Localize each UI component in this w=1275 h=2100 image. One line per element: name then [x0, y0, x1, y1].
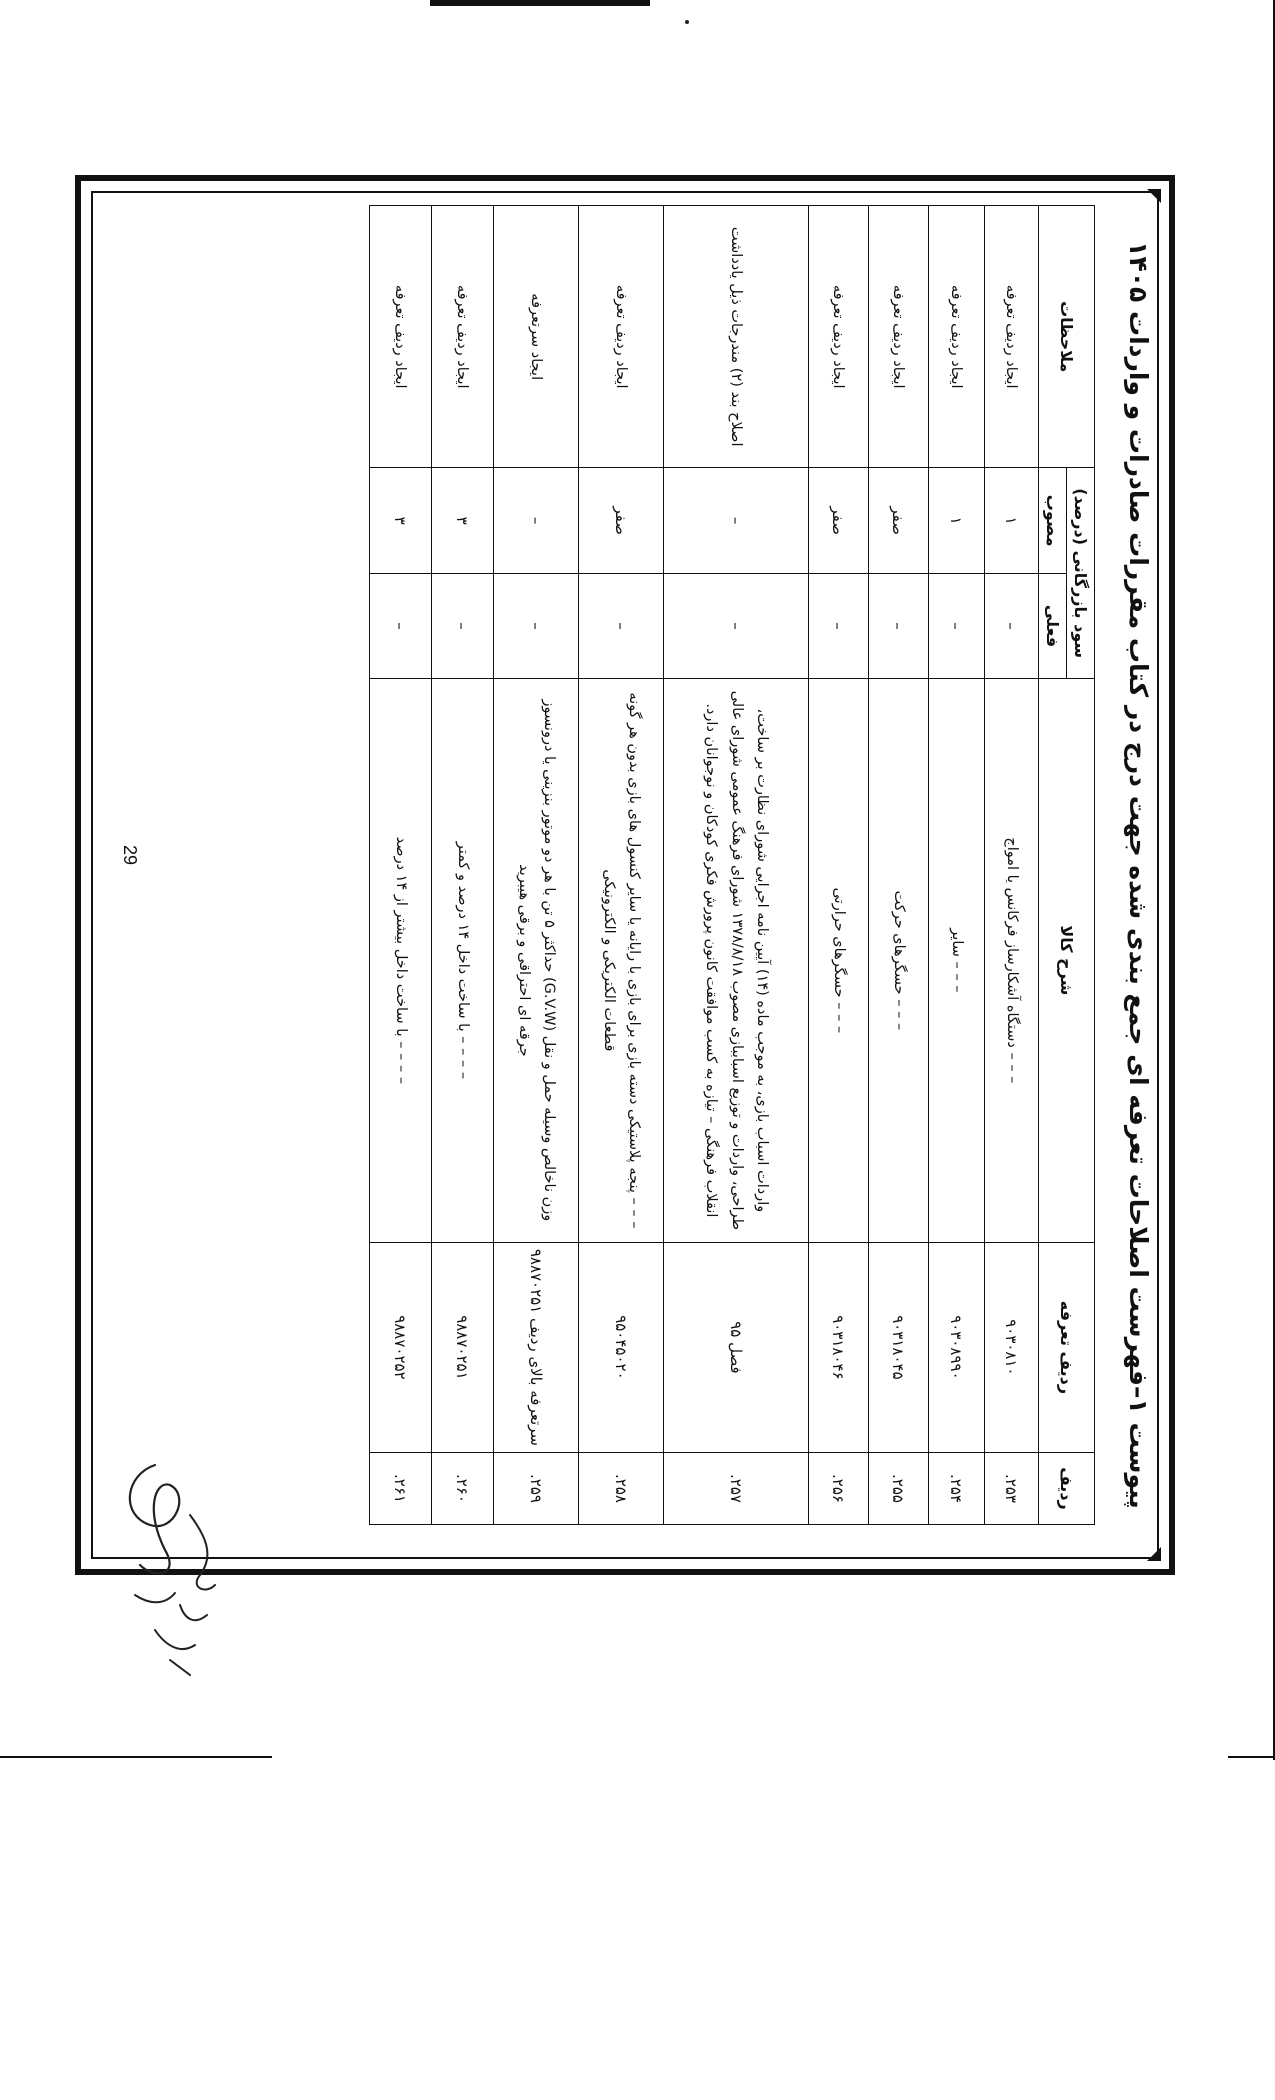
- cell-rate-approved: صفر: [579, 468, 664, 574]
- cell-rate-approved: صفر: [809, 468, 869, 574]
- cell-rate-approved: –: [664, 468, 809, 574]
- table-row: [432, 206, 494, 1525]
- cell-row-number: ۲۵۴.: [929, 1453, 985, 1525]
- cell-description: – – – حسگرهای حرکت: [869, 678, 929, 1242]
- cell-description: – – – – با ساخت داخل بیشتر از ۱۴ درصد: [370, 678, 432, 1242]
- tariff-table: [369, 205, 1095, 1525]
- page-edge-line: [0, 1756, 272, 1758]
- table-row: [664, 206, 809, 1525]
- cell-description: واردات اسباب بازی، به موجب ماده (۱۴) آیین نامه اجرایی شورای نظارت بر ساخت، طراحی، واردات و توزیع اسباببازی مصوب ۱۳۷۸/۸/۱۸ شورای فرهنگ عمومی شورای عالی انقلاب فرهنگی – تیازه به کسب موافقت کانون پرورش فکری کودکان و نوجوانان دارد.: [664, 678, 809, 1242]
- cell-row-number: ۲۵۶.: [809, 1453, 869, 1525]
- cell-tariff-code: ۹۰۳۱۸۰۴۵: [869, 1242, 929, 1452]
- cell-rate-current: –: [929, 573, 985, 678]
- cell-tariff-code: ۹۸۸۷۰۲۵۱: [432, 1242, 494, 1452]
- cell-rate-approved: ۱: [985, 468, 1039, 574]
- table-row: [869, 206, 929, 1525]
- cell-tariff-code: ۹۰۳۰۸۱۰: [985, 1242, 1039, 1452]
- table-header-row: [1067, 206, 1095, 1525]
- cell-rate-current: –: [809, 573, 869, 678]
- corner-ornament: [1147, 189, 1161, 203]
- cell-tariff-code: ۹۰۳۰۸۹۹۰: [929, 1242, 985, 1452]
- cell-rate-current: –: [579, 573, 664, 678]
- cell-description: – – – پنجه پلاستیکی دسته بازی برای بازی با رایانه یا سایر کنسول های بازی بدون هر گونه قطعات الکتریکی و الکترونیکی: [579, 678, 664, 1242]
- cell-row-number: ۲۵۸.: [579, 1453, 664, 1525]
- header-tariff-code: ردیف تعرفه: [1039, 1242, 1095, 1452]
- table-row: [579, 206, 664, 1525]
- table-row: [929, 206, 985, 1525]
- header-rate-approved: مصوب: [1039, 468, 1067, 574]
- scan-speck: [685, 20, 689, 24]
- cell-rate-approved: ۱: [929, 468, 985, 574]
- cell-rate-current: –: [494, 573, 579, 678]
- cell-tariff-code: فصل ۹۵: [664, 1242, 809, 1452]
- cell-tariff-code: ۹۵۰۴۵۰۲۰: [579, 1242, 664, 1452]
- cell-description: – – – حسگرهای حرارتی: [809, 678, 869, 1242]
- cell-row-number: ۲۵۷.: [664, 1453, 809, 1525]
- cell-notes: ایجاد سرتعرفه: [494, 206, 579, 468]
- header-rate-group: سود بازرگانی (درصد): [1067, 468, 1095, 679]
- table-row: [494, 206, 579, 1525]
- cell-rate-current: –: [985, 573, 1039, 678]
- cell-rate-current: –: [370, 573, 432, 678]
- cell-notes: ایجاد ردیف تعرفه: [432, 206, 494, 468]
- corner-ornament: [1147, 1547, 1161, 1561]
- cell-rate-current: –: [869, 573, 929, 678]
- table-row: [809, 206, 869, 1525]
- cell-row-number: ۲۵۵.: [869, 1453, 929, 1525]
- cell-row-number: ۲۶۱.: [370, 1453, 432, 1525]
- cell-row-number: ۲۶۰.: [432, 1453, 494, 1525]
- cell-tariff-code: سرتعرفه بالای ردیف ۹۸۸۷۰۲۵۱: [494, 1242, 579, 1452]
- scan-edge-mark: [430, 0, 650, 6]
- cell-row-number: ۲۵۳.: [985, 1453, 1039, 1525]
- cell-row-number: ۲۵۹.: [494, 1453, 579, 1525]
- document-title: پیوست ۱–فهرست اصلاحات تعرفه ای جمع بندی شده جهت درج در کتاب مقررات صادرات و واردات ۱۴۰۵: [1124, 241, 1153, 1509]
- cell-notes: ایجاد ردیف تعرفه: [985, 206, 1039, 468]
- cell-notes: ایجاد ردیف تعرفه: [929, 206, 985, 468]
- cell-description: وزن ناخالص وسیله حمل و نقل (G.V.W) حداکثر ۵ تن با هر دو موتور بنزینی یا درونسوز جرقه ای احتراقی و برقی هیبرید: [494, 678, 579, 1242]
- rotated-content: [75, 175, 1175, 1575]
- cell-rate-current: –: [664, 573, 809, 678]
- header-description: شرح کالا: [1039, 678, 1095, 1242]
- cell-rate-approved: ۳: [370, 468, 432, 574]
- cell-description: – – – سایر: [929, 678, 985, 1242]
- cell-notes: اصلاح بند (۲) مندرجات ذیل یادداشت: [664, 206, 809, 468]
- cell-description: – – – – با ساخت داخل ۱۴ درصد و کمتر: [432, 678, 494, 1242]
- header-rate-current: فعلی: [1039, 573, 1067, 678]
- cell-rate-approved: –: [494, 468, 579, 574]
- handwritten-signature: [95, 1455, 245, 1685]
- cell-notes: ایجاد ردیف تعرفه: [579, 206, 664, 468]
- cell-rate-approved: ۳: [432, 468, 494, 574]
- cell-tariff-code: ۹۰۳۱۸۰۴۶: [809, 1242, 869, 1452]
- page-number: 29: [120, 844, 140, 866]
- table-row: [370, 206, 432, 1525]
- cell-tariff-code: ۹۸۸۷۰۲۵۲: [370, 1242, 432, 1452]
- cell-notes: ایجاد ردیف تعرفه: [370, 206, 432, 468]
- header-row-number: ردیف: [1039, 1453, 1095, 1525]
- rotated-page: [75, 175, 1275, 1510]
- page-edge-line: [1228, 1756, 1275, 1758]
- table-row: [985, 206, 1039, 1525]
- cell-rate-current: –: [432, 573, 494, 678]
- cell-description: – – – دستگاه آشکارساز فرکانس یا امواج: [985, 678, 1039, 1242]
- header-notes: ملاحظات: [1039, 206, 1095, 468]
- cell-notes: ایجاد ردیف تعرفه: [869, 206, 929, 468]
- cell-rate-approved: صفر: [869, 468, 929, 574]
- cell-notes: ایجاد ردیف تعرفه: [809, 206, 869, 468]
